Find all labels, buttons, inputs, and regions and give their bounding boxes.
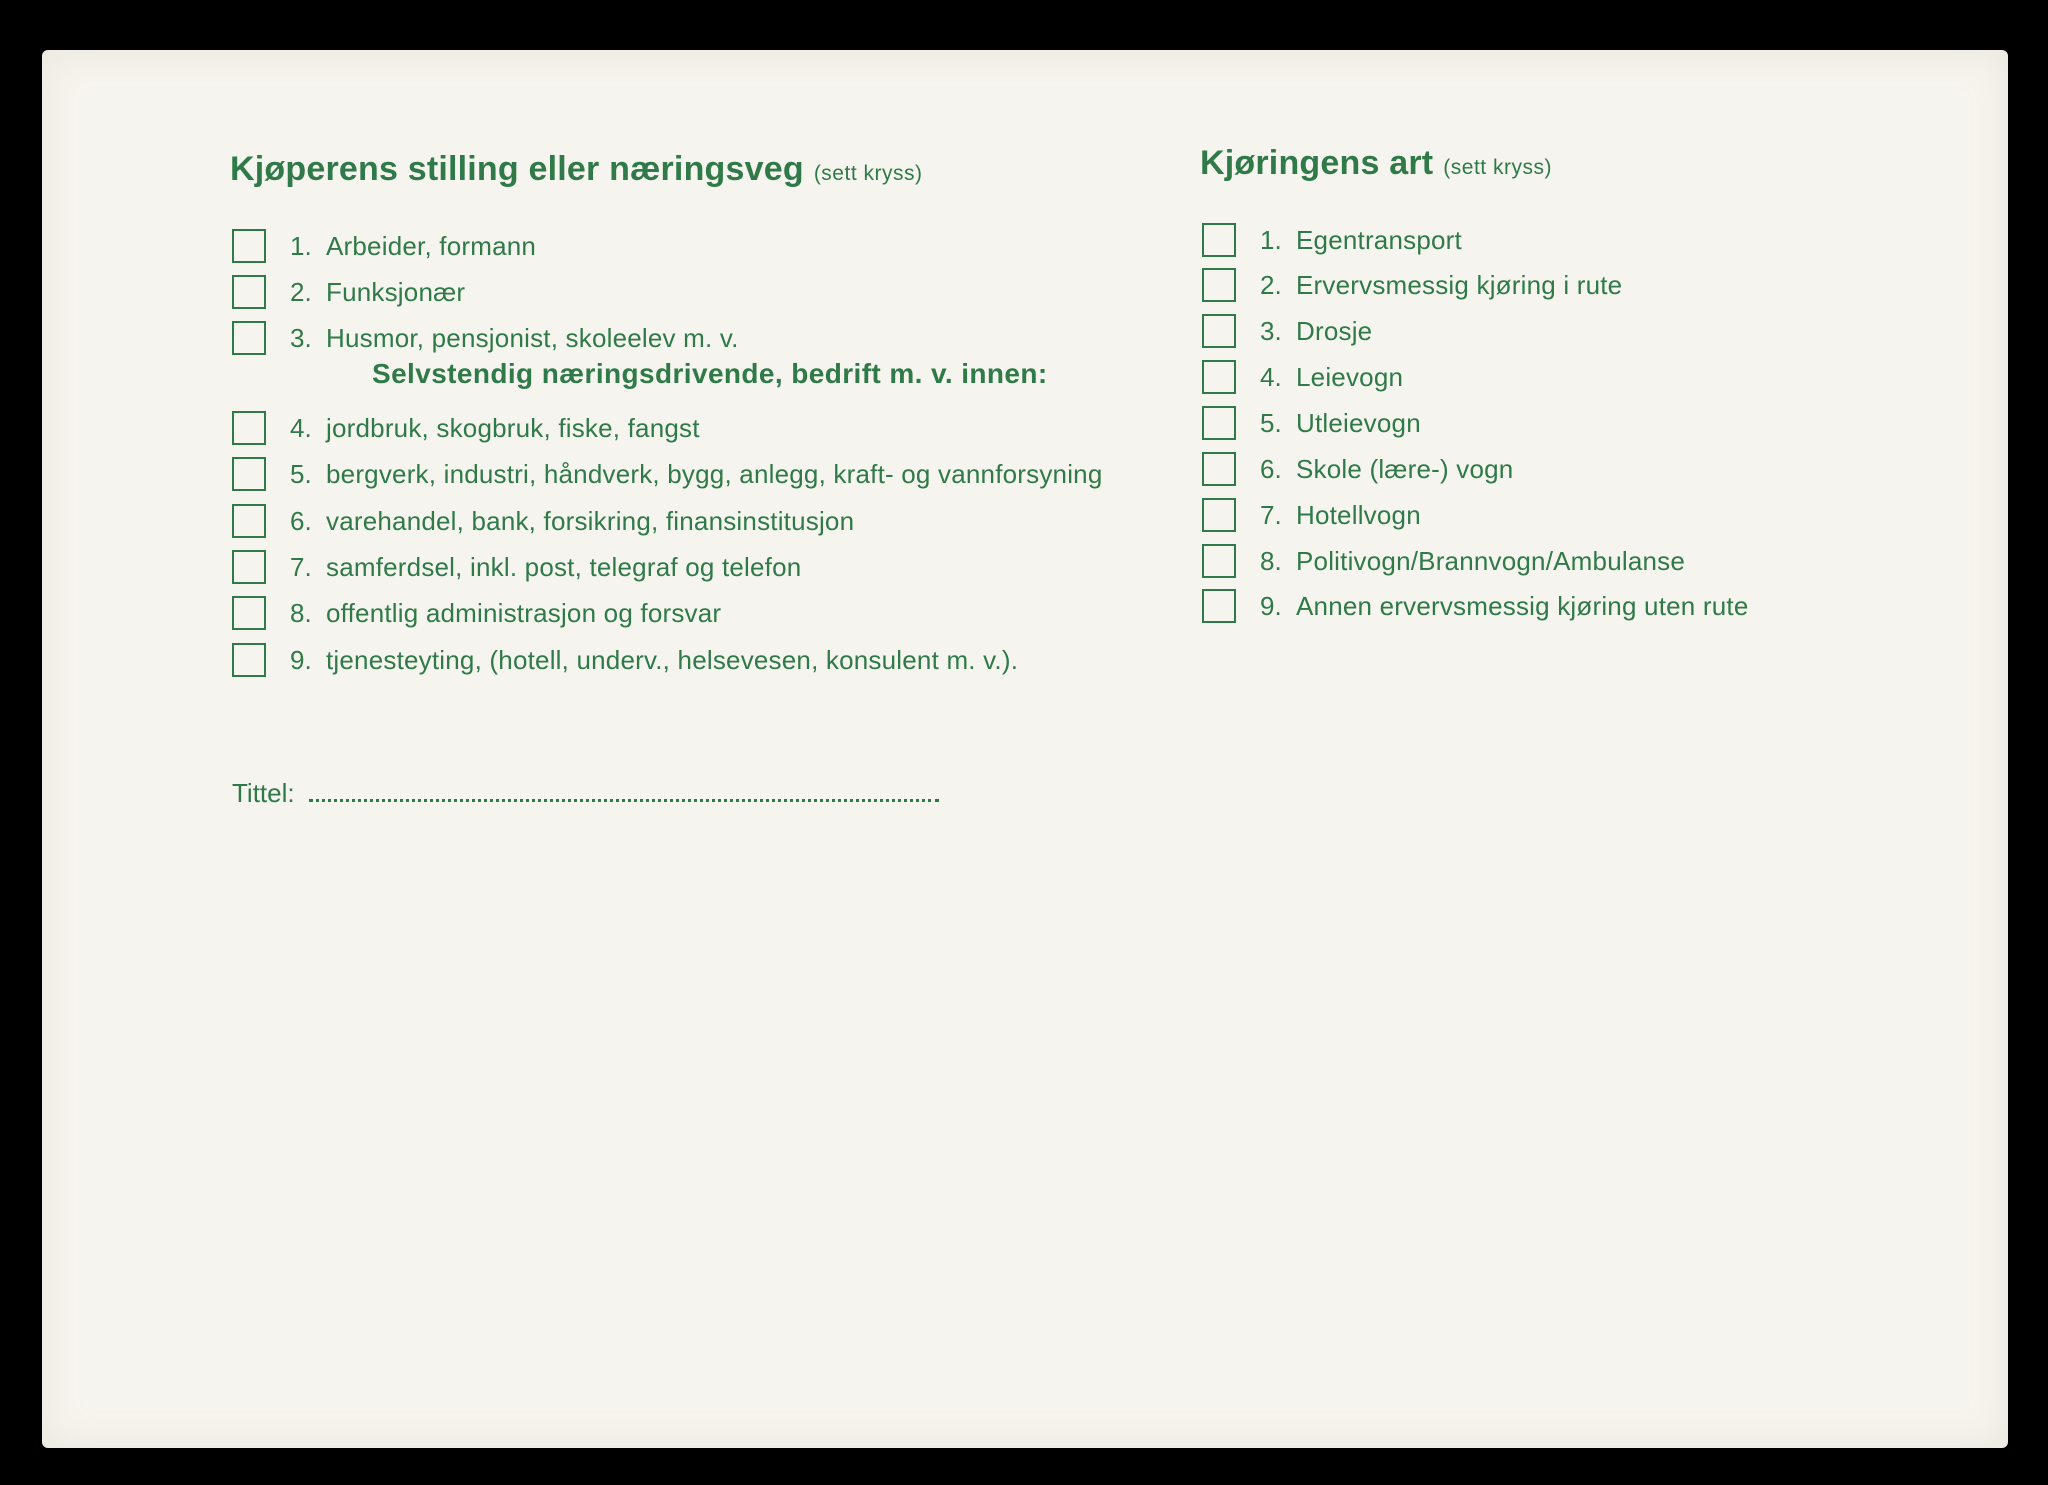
title-input-line[interactable]	[309, 785, 939, 802]
option-label: Annen ervervsmessig kjøring uten rute	[1296, 590, 1749, 621]
buyer-occupation-heading-text: Kjøperens stilling eller næringsveg	[230, 150, 804, 188]
option-label: bergverk, industri, håndverk, bygg, anlegg, kraft- og vannforsyning	[326, 458, 1103, 489]
option-label: varehandel, bank, forsikring, finansinstitusjon	[326, 505, 855, 536]
option-number: 9.	[1260, 590, 1282, 621]
driving-type-heading	[1200, 144, 1552, 183]
checkbox[interactable]	[1202, 268, 1236, 302]
option-number: 9.	[290, 644, 312, 675]
option-label: jordbruk, skogbruk, fiske, fangst	[326, 412, 700, 443]
option-number: 5.	[1260, 407, 1282, 438]
occupation-option-9[interactable]	[232, 640, 1018, 680]
occupation-option-8[interactable]	[232, 593, 721, 633]
option-label: Leievogn	[1296, 361, 1404, 392]
option-label: Husmor, pensjonist, skoleelev m. v.	[326, 322, 739, 353]
option-label: Politivogn/Brannvogn/Ambulanse	[1296, 545, 1686, 576]
checkbox[interactable]	[232, 596, 266, 630]
checkbox[interactable]	[1202, 223, 1236, 257]
driving-option-3[interactable]	[1202, 311, 1372, 351]
buyer-occupation-heading	[230, 150, 922, 189]
occupation-option-4[interactable]	[232, 408, 700, 448]
driving-option-6[interactable]	[1202, 449, 1513, 489]
checkbox[interactable]	[232, 321, 266, 355]
checkbox[interactable]	[1202, 314, 1236, 348]
checkbox[interactable]	[232, 504, 266, 538]
option-number: 1.	[290, 230, 312, 261]
checkbox[interactable]	[232, 275, 266, 309]
option-number: 7.	[1260, 499, 1282, 530]
occupation-option-3[interactable]	[232, 318, 739, 358]
checkbox[interactable]	[1202, 544, 1236, 578]
checkbox[interactable]	[232, 411, 266, 445]
option-number: 4.	[290, 412, 312, 443]
form-card	[42, 50, 2008, 1448]
option-label: Skole (lære-) vogn	[1296, 453, 1514, 484]
occupation-option-1[interactable]	[232, 226, 536, 266]
title-label: Tittel:	[232, 778, 295, 808]
option-number: 4.	[1260, 361, 1282, 392]
option-label: Hotellvogn	[1296, 499, 1421, 530]
checkbox[interactable]	[1202, 360, 1236, 394]
option-number: 3.	[1260, 315, 1282, 346]
option-label: Arbeider, formann	[326, 230, 537, 261]
option-number: 5.	[290, 458, 312, 489]
driving-option-7[interactable]	[1202, 495, 1421, 535]
option-label: Utleievogn	[1296, 407, 1421, 438]
option-number: 1.	[1260, 224, 1282, 255]
buyer-occupation-heading-note: (sett kryss)	[813, 162, 923, 185]
driving-option-5[interactable]	[1202, 403, 1421, 443]
option-number: 2.	[290, 276, 312, 307]
option-number: 8.	[290, 597, 312, 628]
checkbox[interactable]	[1202, 498, 1236, 532]
option-number: 2.	[1260, 269, 1282, 300]
occupation-option-2[interactable]	[232, 272, 465, 312]
occupation-option-7[interactable]	[232, 547, 801, 587]
option-label: samferdsel, inkl. post, telegraf og telefon	[326, 551, 802, 582]
driving-option-4[interactable]	[1202, 357, 1403, 397]
occupation-option-6[interactable]	[232, 501, 854, 541]
checkbox[interactable]	[1202, 406, 1236, 440]
checkbox[interactable]	[232, 229, 266, 263]
option-number: 6.	[290, 505, 312, 536]
option-label: Egentransport	[1296, 224, 1462, 255]
title-field[interactable]	[232, 778, 939, 809]
checkbox[interactable]	[1202, 589, 1236, 623]
option-label: Drosje	[1296, 315, 1373, 346]
checkbox[interactable]	[232, 643, 266, 677]
driving-option-2[interactable]	[1202, 265, 1622, 305]
checkbox[interactable]	[232, 550, 266, 584]
option-label: Ervervsmessig kjøring i rute	[1296, 269, 1623, 300]
driving-option-9[interactable]	[1202, 586, 1749, 626]
option-label: offentlig administrasjon og forsvar	[326, 597, 722, 628]
option-number: 3.	[290, 322, 312, 353]
driving-type-heading-note: (sett kryss)	[1443, 156, 1552, 179]
option-number: 8.	[1260, 545, 1282, 576]
checkbox[interactable]	[1202, 452, 1236, 486]
self-employed-subheading: Selvstendig næringsdrivende, bedrift m. v. innen:	[372, 358, 1048, 389]
option-label: tjenesteyting, (hotell, underv., helsevesen, konsulent m. v.).	[326, 644, 1019, 675]
checkbox[interactable]	[232, 457, 266, 491]
option-number: 6.	[1260, 453, 1282, 484]
driving-option-8[interactable]	[1202, 541, 1685, 581]
driving-type-heading-text: Kjøringens art	[1200, 144, 1434, 182]
driving-option-1[interactable]	[1202, 220, 1462, 260]
option-label: Funksjonær	[326, 276, 466, 307]
option-number: 7.	[290, 551, 312, 582]
occupation-option-5[interactable]	[232, 454, 1103, 494]
